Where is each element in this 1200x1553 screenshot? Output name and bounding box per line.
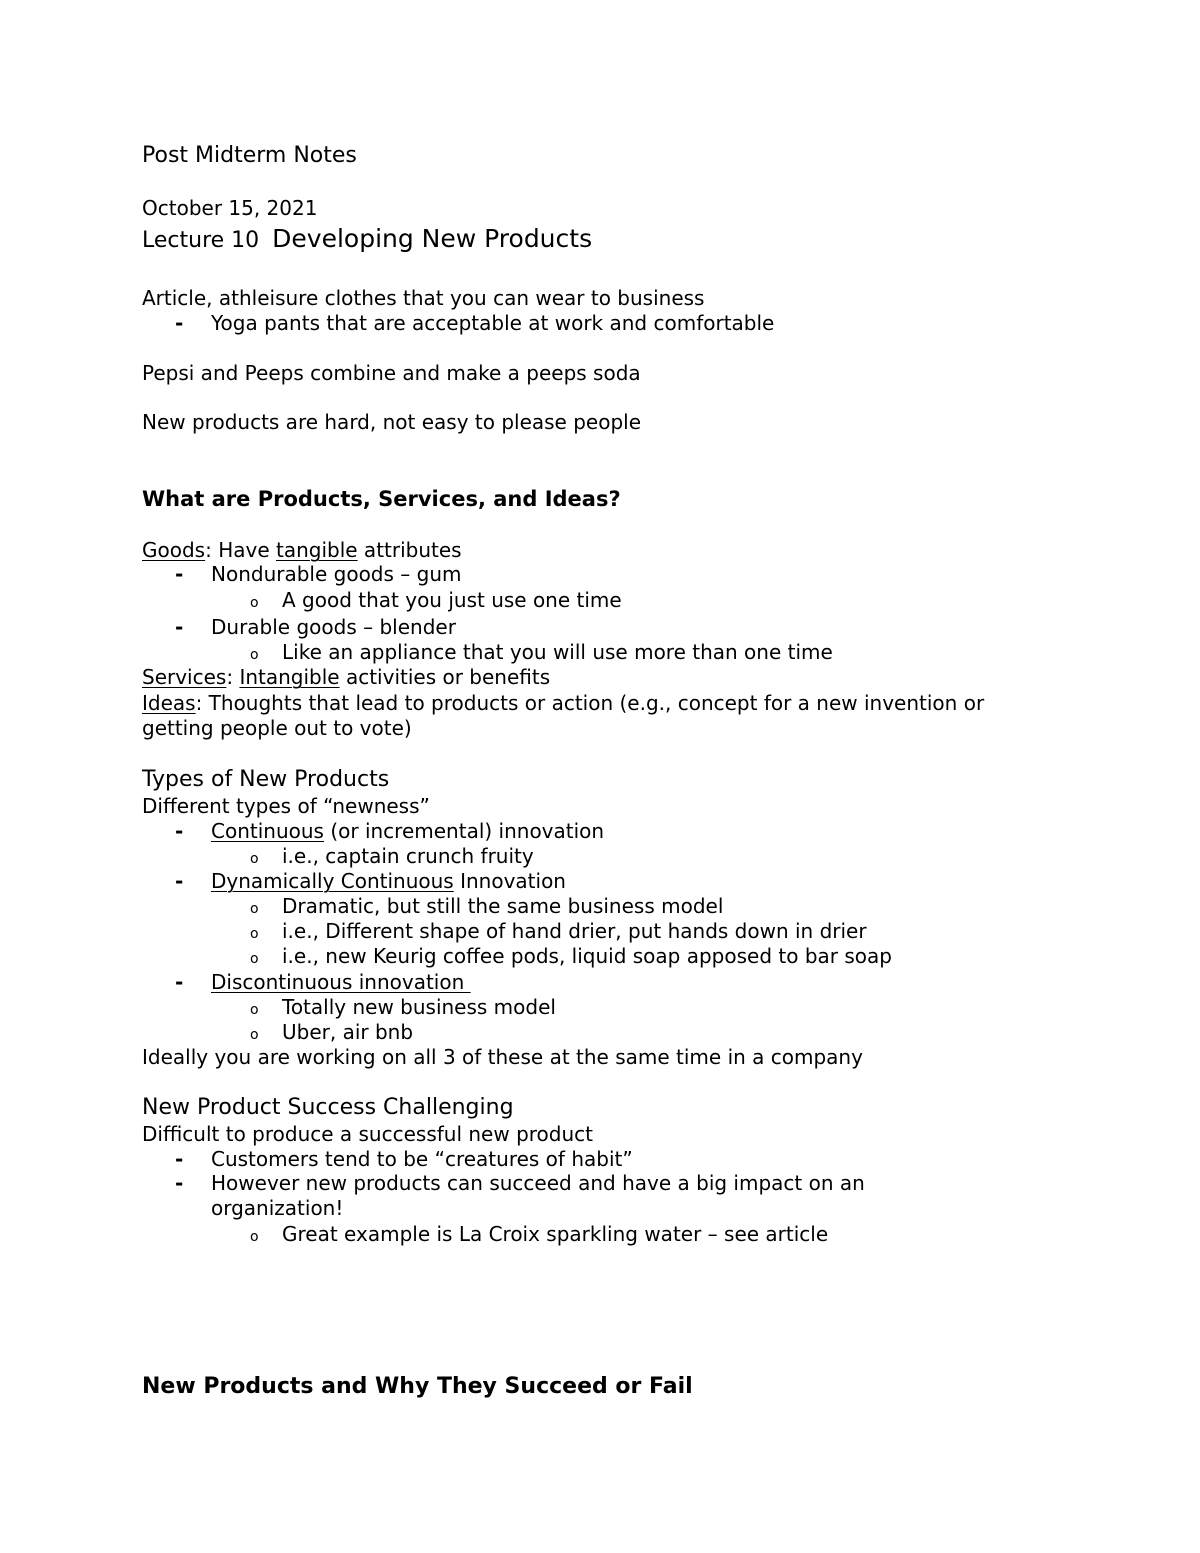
circle-marker: o [250,901,259,917]
circle-marker: o [250,595,259,611]
nondurable-sub: A good that you just use one time [282,588,622,612]
dash-marker: - [175,1147,184,1171]
ideas-line-2: getting people out to vote) [142,716,412,740]
succeed-bullet: However new products can succeed and have a big impact on an [211,1171,865,1195]
circle-marker: o [250,647,259,663]
dynamic-text: Innovation [453,869,566,893]
discontinuous-sub-2: Uber, air bnb [282,1020,414,1044]
pepsi-line: Pepsi and Peeps combine and make a peeps soda [142,361,641,385]
dash-marker: - [175,562,184,586]
lecture-label: Lecture 10 [142,228,260,253]
goods-text-b: attributes [357,538,462,562]
durable-sub: Like an appliance that you will use more than one time [282,640,833,664]
discontinuous-bullet: Discontinuous innovation [211,970,471,994]
continuous-bullet [211,819,604,843]
circle-marker: o [250,1027,259,1043]
tangible-term: tangible [275,538,358,562]
goods-term: Goods [142,538,206,562]
circle-marker: o [250,851,259,867]
dash-marker: - [175,970,184,994]
ideas-line [142,691,984,715]
services-line [142,665,550,689]
doc-title: Post Midterm Notes [142,143,357,168]
section-heading-types: Types of New Products [142,767,390,792]
succeed-bullet-line-2: organization! [211,1196,344,1220]
continuous-sub: i.e., captain crunch fruity [282,844,534,868]
dash-marker: - [175,819,184,843]
goods-line [142,538,462,562]
durable-bullet: Durable goods – blender [211,615,456,639]
types-intro: Different types of “newness” [142,794,430,818]
continuous-text: (or incremental) innovation [323,819,605,843]
success-intro: Difficult to produce a successful new product [142,1122,593,1146]
dynamic-term: Dynamically Continuous [211,869,454,893]
circle-marker: o [250,1002,259,1018]
article-sub-bullet: Yoga pants that are acceptable at work and comfortable [211,311,775,335]
continuous-term: Continuous [211,819,324,843]
nondurable-bullet: Nondurable goods – gum [211,562,462,586]
dynamic-bullet [211,869,566,893]
section-heading-products: What are Products, Services, and Ideas? [142,487,621,511]
lecture-heading [142,224,592,256]
dash-marker: - [175,311,184,335]
dynamic-sub-2: i.e., Different shape of hand drier, put hands down in drier [282,919,867,943]
dash-marker: - [175,615,184,639]
article-line: Article, athleisure clothes that you can wear to business [142,286,705,310]
section-heading-success: New Product Success Challenging [142,1095,514,1120]
date-line: October 15, 2021 [142,196,318,220]
section-heading-why: New Products and Why They Succeed or Fail [142,1374,693,1399]
services-text-b: activities or benefits [339,665,551,689]
hard-line: New products are hard, not easy to please people [142,410,642,434]
dynamic-sub-3: i.e., new Keurig coffee pods, liquid soap apposed to bar soap [282,944,892,968]
services-term: Services [142,665,227,689]
dynamic-sub-1: Dramatic, but still the same business model [282,894,724,918]
ideas-text: : Thoughts that lead to products or action (e.g., concept for a new invention or [195,691,985,715]
habit-bullet: Customers tend to be “creatures of habit” [211,1147,633,1171]
discontinuous-sub-1: Totally new business model [282,995,556,1019]
ideas-term: Ideas [142,691,196,715]
intangible-term: Intangible [239,665,340,689]
lacroix-sub: Great example is La Croix sparkling water – see article [282,1222,829,1246]
goods-text-a: : Have [205,538,276,562]
circle-marker: o [250,951,259,967]
ideal-line: Ideally you are working on all 3 of these at the same time in a company [142,1045,863,1069]
dash-marker: - [175,1171,184,1195]
circle-marker: o [250,1229,259,1245]
lecture-title: Developing New Products [272,224,593,253]
dash-marker: - [175,869,184,893]
services-text-a: : [226,665,240,689]
circle-marker: o [250,926,259,942]
